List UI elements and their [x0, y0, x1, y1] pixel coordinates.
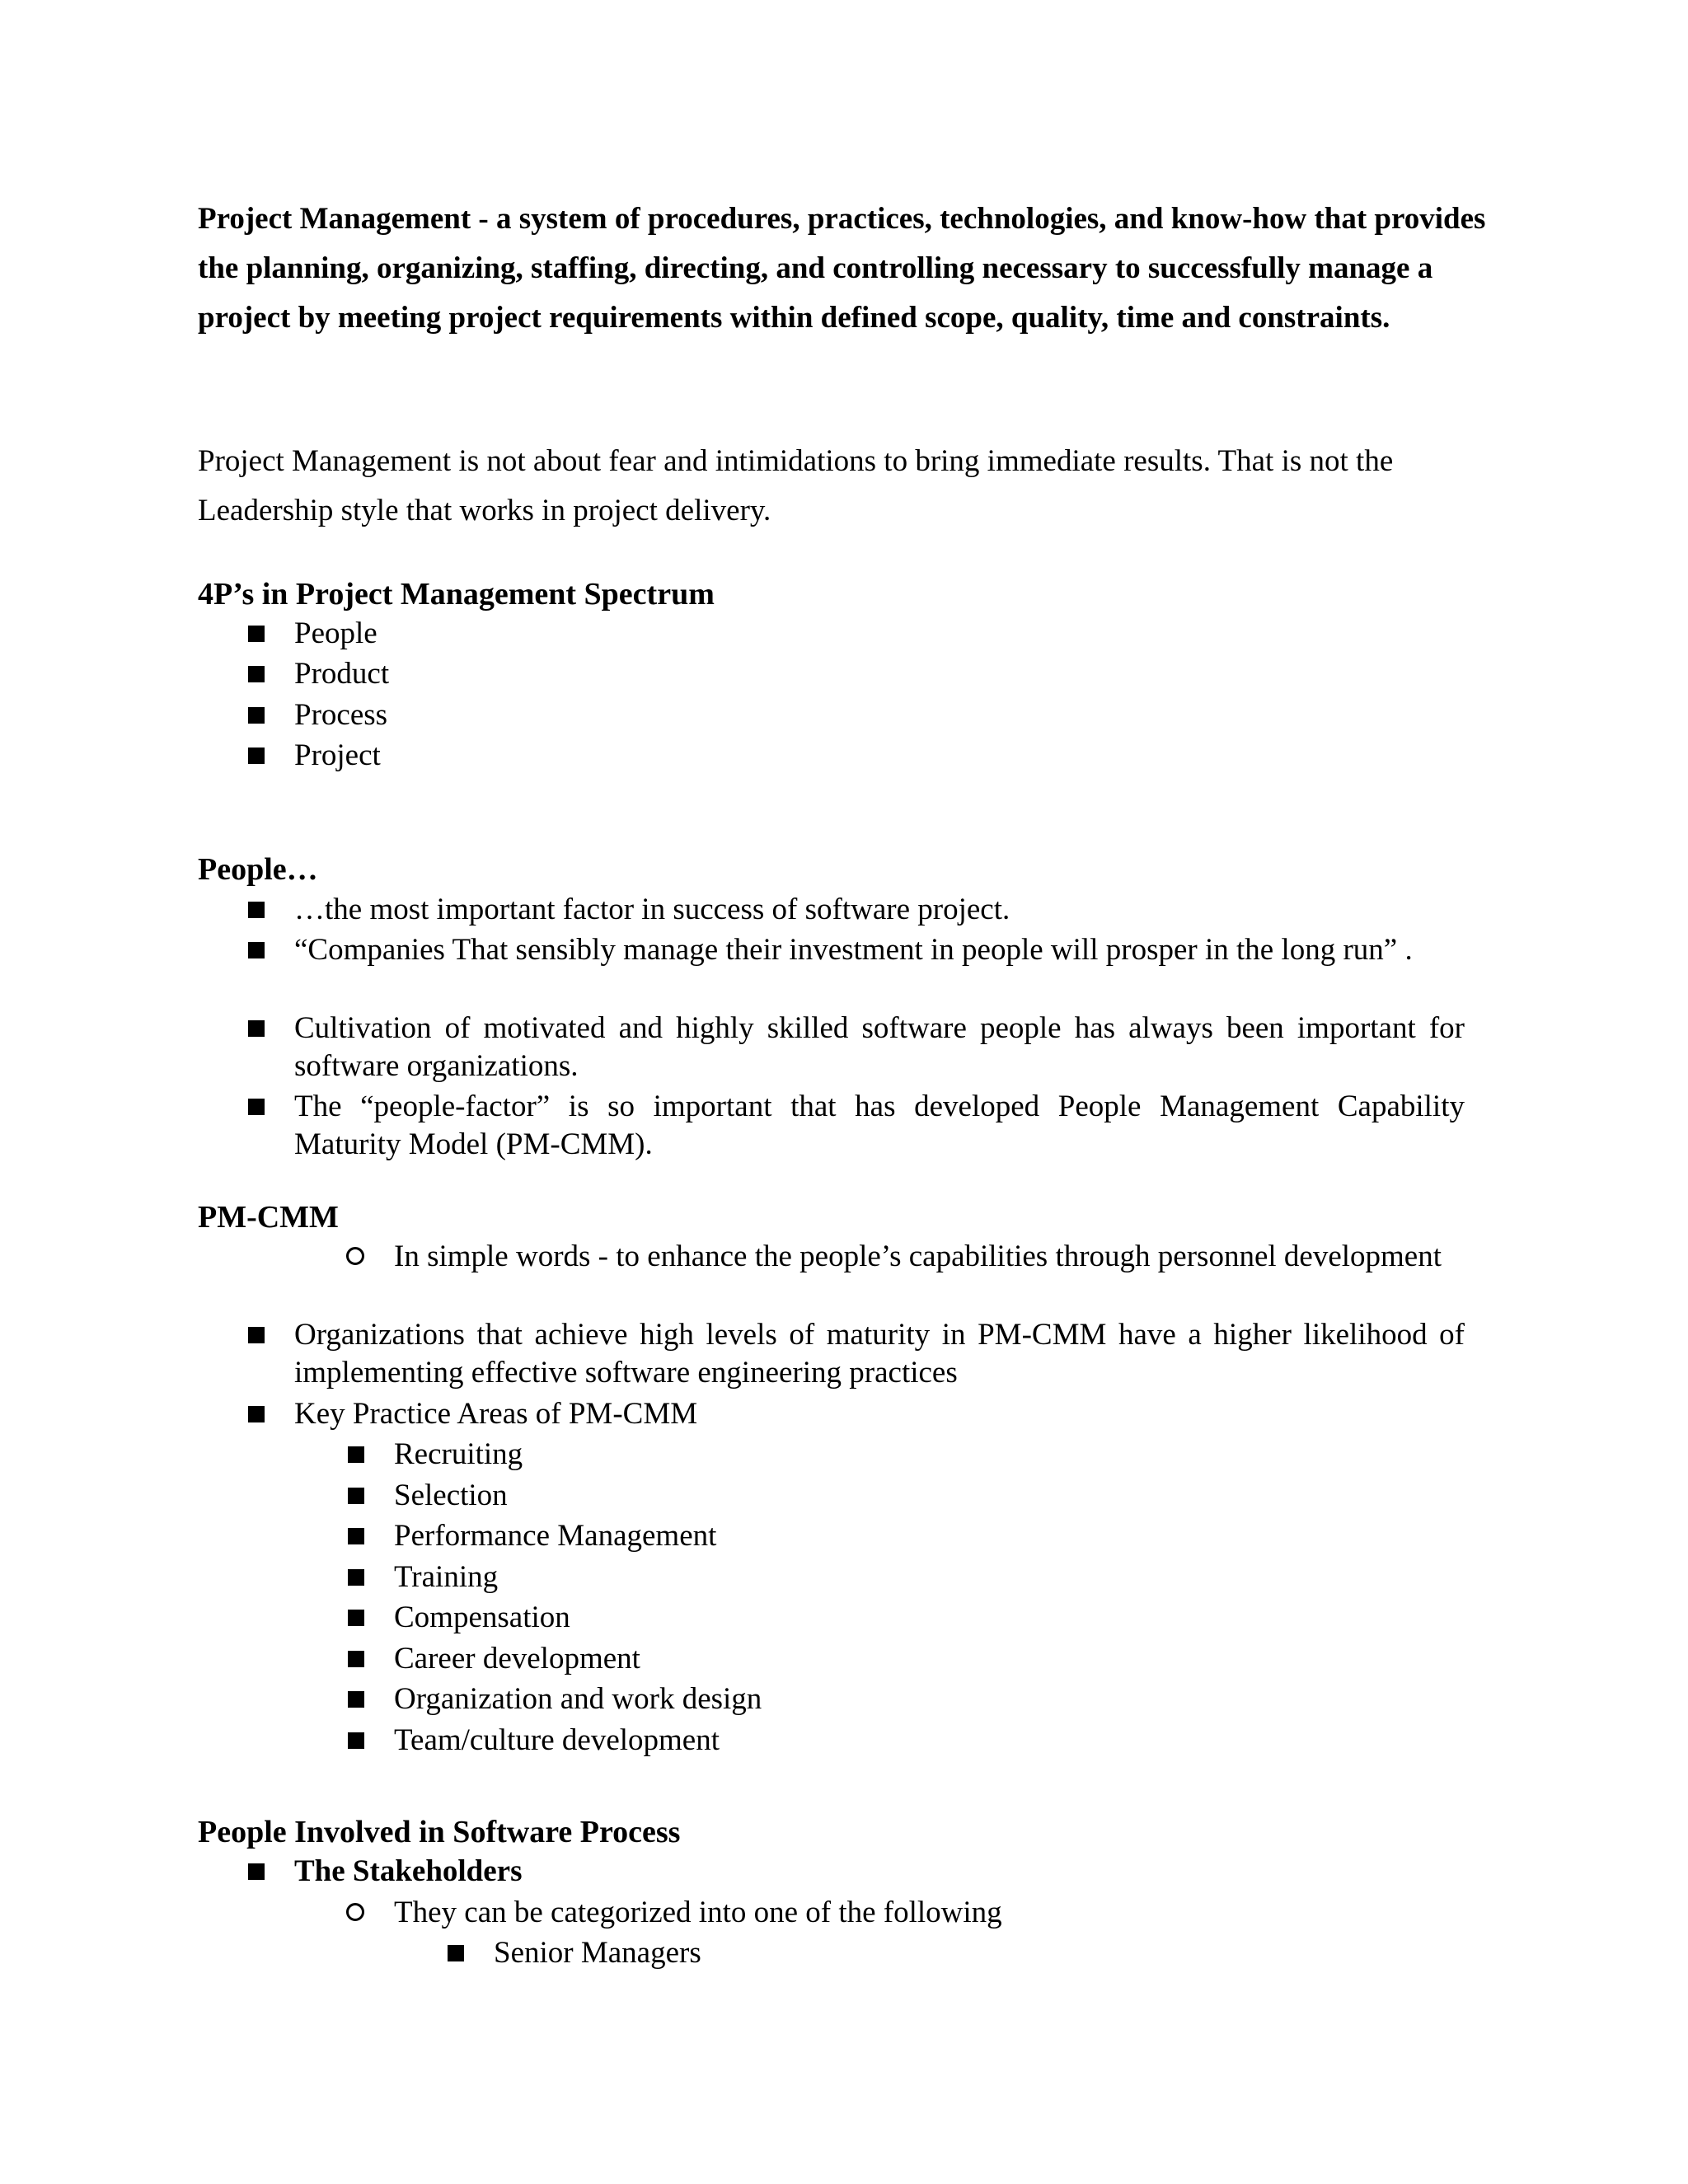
list-item: Team/culture development — [394, 1723, 720, 1757]
circle-bullet-icon — [346, 1247, 364, 1265]
square-bullet-icon — [248, 1863, 265, 1880]
heading-pm-cmm: PM-CMM — [198, 1200, 339, 1235]
square-bullet-icon — [248, 902, 265, 918]
list-item: They can be categorized into one of the following — [394, 1896, 1002, 1929]
list-item: People — [294, 616, 377, 650]
square-bullet-icon — [248, 1099, 265, 1115]
list-item: Organizations that achieve high levels of maturity in PM-CMM have a higher likelihood of implementing effective software engineering practices — [294, 1318, 1465, 1390]
square-bullet-icon — [248, 626, 265, 642]
list-item: Career development — [394, 1642, 640, 1675]
list-item-stakeholders: The Stakeholders — [294, 1854, 523, 1888]
list-item: Cultivation of motivated and highly skilled software people has always been important for software organizations. — [294, 1011, 1465, 1083]
square-bullet-icon — [248, 707, 265, 724]
square-bullet-icon — [248, 1020, 265, 1037]
list-item: Project — [294, 738, 381, 772]
list-item: Recruiting — [394, 1437, 523, 1471]
list-item: Organization and work design — [394, 1682, 762, 1716]
square-bullet-icon — [448, 1945, 464, 1961]
heading-4ps: 4P’s in Project Management Spectrum — [198, 577, 715, 612]
square-bullet-icon — [348, 1691, 364, 1708]
list-item: “Companies That sensibly manage their investment in people will prosper in the long run” . — [294, 933, 1413, 967]
list-item: The “people-factor” is so important that has developed People Management Capability Maturity Model (PM-CMM). — [294, 1090, 1465, 1161]
list-item: Training — [394, 1560, 499, 1594]
square-bullet-icon — [348, 1732, 364, 1749]
square-bullet-icon — [348, 1488, 364, 1504]
heading-people: People… — [198, 852, 318, 887]
leadership-paragraph: Project Management is not about fear and intimidations to bring immediate results. That is not the Leadership style that works in project delivery. — [198, 444, 1394, 527]
square-bullet-icon — [248, 666, 265, 682]
intro-definition: Project Management - a system of procedures, practices, technologies, and know-how that provides the planning, organizing, staffing, directing, and controlling necessary to successfully manage a project by meeting project requirements within defined scope, quality, time and constraints. — [198, 202, 1486, 335]
heading-people-involved: People Involved in Software Process — [198, 1815, 681, 1849]
list-item: Selection — [394, 1479, 508, 1512]
list-item: Performance Management — [394, 1519, 717, 1553]
square-bullet-icon — [248, 1406, 265, 1422]
square-bullet-icon — [248, 942, 265, 958]
list-item: Senior Managers — [494, 1936, 701, 1970]
square-bullet-icon — [248, 1327, 265, 1343]
list-item: Key Practice Areas of PM-CMM — [294, 1397, 698, 1431]
square-bullet-icon — [348, 1651, 364, 1667]
circle-bullet-icon — [346, 1903, 364, 1921]
list-item: In simple words - to enhance the people’s capabilities through personnel development — [394, 1240, 1442, 1273]
list-item: Compensation — [394, 1601, 570, 1634]
square-bullet-icon — [348, 1569, 364, 1586]
list-item: …the most important factor in success of software project. — [294, 893, 1010, 926]
square-bullet-icon — [248, 748, 265, 764]
square-bullet-icon — [348, 1610, 364, 1626]
list-item: Product — [294, 657, 390, 691]
square-bullet-icon — [348, 1446, 364, 1463]
square-bullet-icon — [348, 1528, 364, 1544]
list-item: Process — [294, 698, 388, 732]
